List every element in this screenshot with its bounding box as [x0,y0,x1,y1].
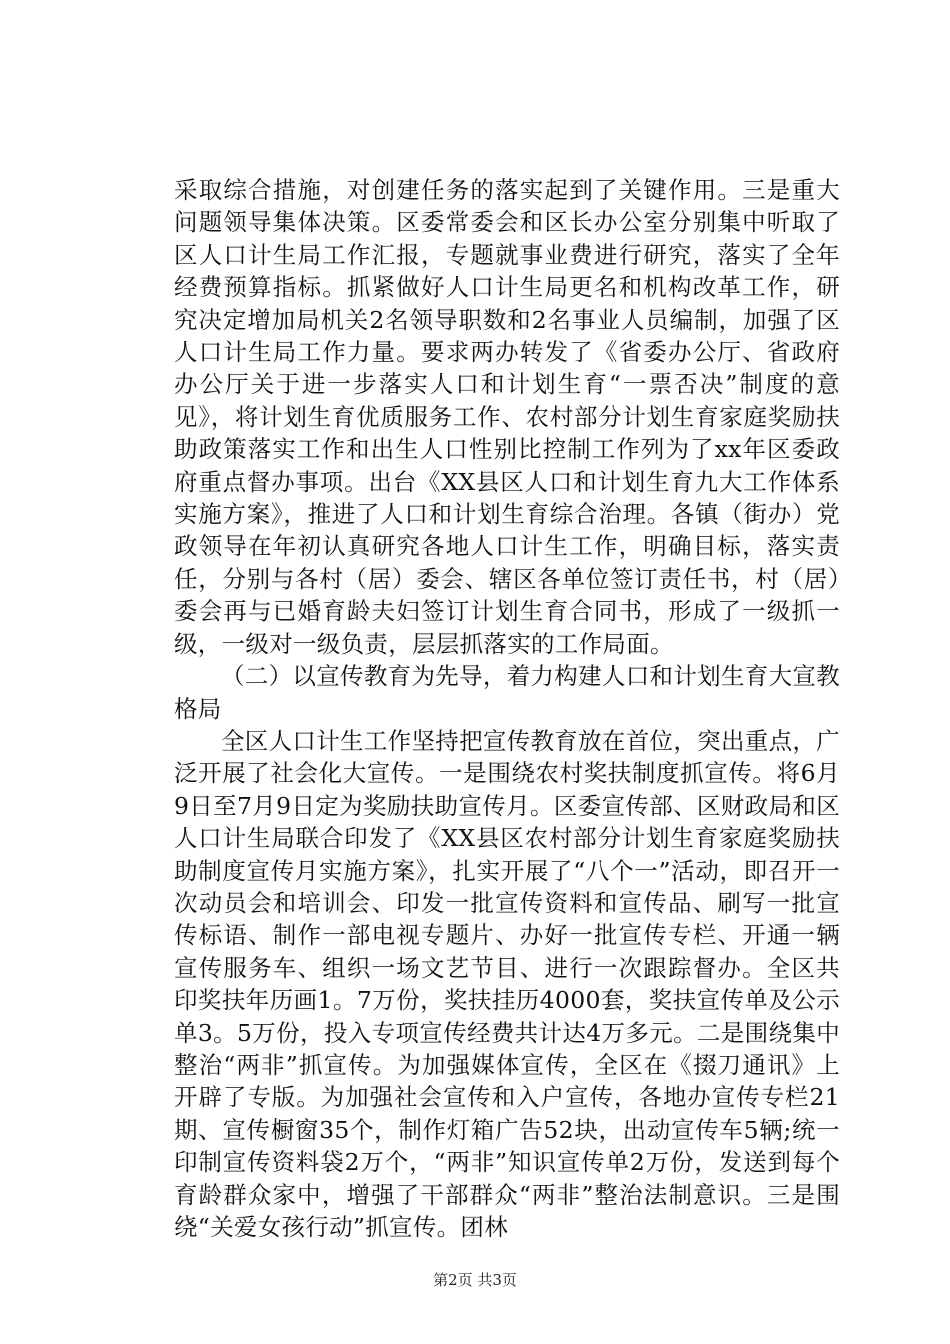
document-body [174,174,840,1243]
section-heading: （二）以宣传教育为先导，着力构建人口和计划生育大宣教格局 [174,662,840,723]
paragraph-continued: 采取综合措施，对创建任务的落实起到了关键作用。三是重大问题领导集体决策。区委常委会和区长办公室分别集中听取了区人口计生局工作汇报，专题就事业费进行研究，落实了全年经费预算指标。抓紧做好人口计生局更名和机构改革工作，研究决定增加局机关2名领导职数和2名事业人员编制，加强了区人口计生局工作力量。要求两办转发了《省委办公厅、省政府办公厅关于进一步落实人口和计划生育“一票否决”制度的意见》，将计划生育优质服务工作、农村部分计划生育家庭奖励扶助政策落实工作和出生人口性别比控制工作列为了xx年区委政府重点督办事项。出台《XX县区人口和计划生育九大工作体系实施方案》，推进了人口和计划生育综合治理。各镇（街办）党政领导在年初认真研究各地人口计生工作，明确目标，落实责任，分别与各村（居）委会、辖区各单位签订责任书，村（居）委会再与已婚育龄夫妇签订计划生育合同书，形成了一级抓一级，一级对一级负责，层层抓落实的工作局面。 [174,176,840,658]
page-number-footer: 第2页 共3页 [433,1271,517,1289]
paragraph-publicity: 全区人口计生工作坚持把宣传教育放在首位，突出重点，广泛开展了社会化大宣传。一是围绕农村奖扶制度抓宣传。将6月9日至7月9日定为奖励扶助宣传月。区委宣传部、区财政局和区人口计生局联合印发了《XX县区农村部分计划生育家庭奖励扶助制度宣传月实施方案》，扎实开展了“八个一”活动，即召开一次动员会和培训会、印发一批宣传资料和宣传品、刷写一批宣传标语、制作一部电视专题片、办好一批宣传专栏、开通一辆宣传服务车、组织一场文艺节目、进行一次跟踪督办。全区共印奖扶年历画1。7万份，奖扶挂历4000套，奖扶宣传单及公示单3。5万份，投入专项宣传经费共计达4万多元。二是围绕集中整治“两非”抓宣传。为加强媒体宣传，全区在《掇刀通讯》上开辟了专版。为加强社会宣传和入户宣传，各地办宣传专栏21期、宣传橱窗35个，制作灯箱广告52块，出动宣传车5辆;统一印制宣传资料袋2万个，“两非”知识宣传单2万份，发送到每个育龄群众家中，增强了干部群众“两非”整治法制意识。三是围绕“关爱女孩行动”抓宣传。团林 [174,726,840,1241]
